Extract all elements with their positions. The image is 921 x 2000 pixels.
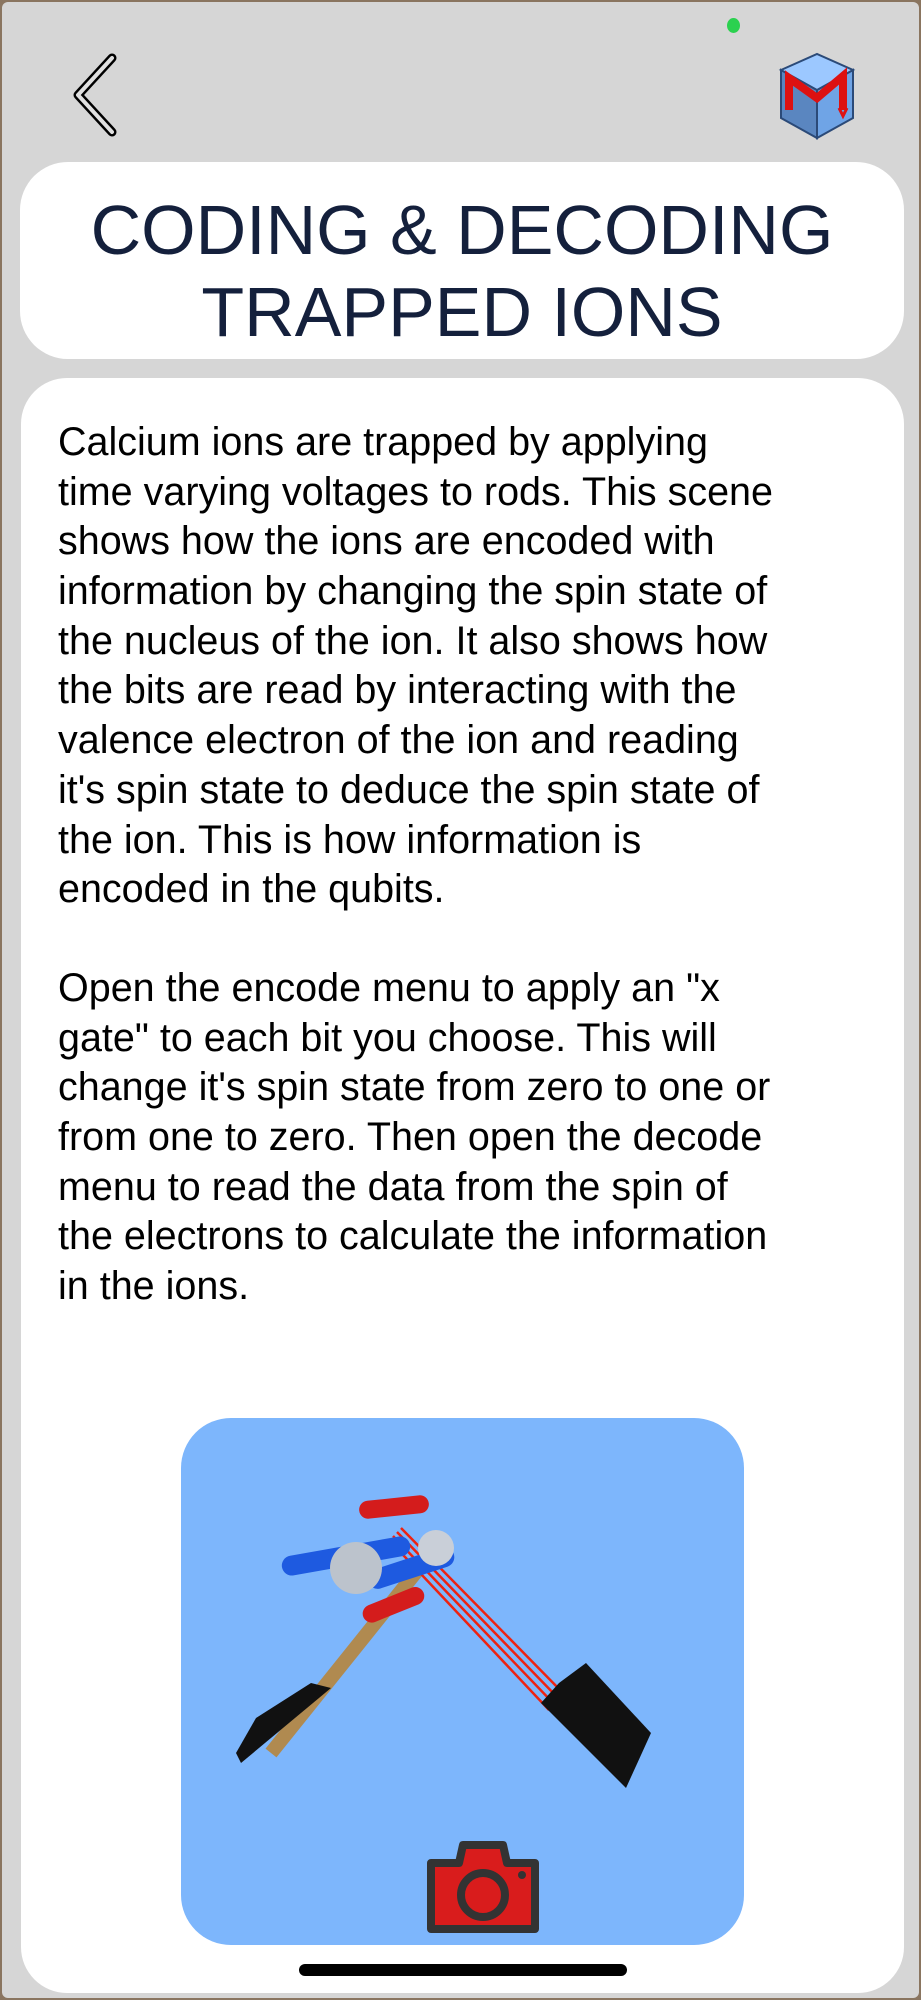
home-indicator[interactable] (299, 1964, 627, 1976)
back-button[interactable] (68, 52, 120, 138)
app-screen (2, 2, 919, 1998)
description-line: time varying voltages to rods. This scene (58, 469, 773, 514)
description-line: menu to read the data from the spin of (58, 1164, 728, 1209)
description-line: change it's spin state from zero to one or (58, 1065, 771, 1110)
description-line: in the ions. (58, 1264, 250, 1309)
status-indicator-dot (727, 18, 740, 33)
description-line: the ion. This is how information is (58, 817, 642, 862)
cube-m-logo-icon (777, 52, 857, 140)
description-line: Calcium ions are trapped by applying (58, 420, 708, 464)
description-line: valence electron of the ion and reading (58, 718, 739, 763)
content-card (21, 378, 904, 1993)
page-title-line-2: TRAPPED IONS (201, 273, 723, 351)
scene-preview[interactable] (181, 1418, 744, 1945)
description-line: gate" to each bit you choose. This will (58, 1015, 717, 1060)
description-paragraph-1 (58, 418, 773, 915)
page-title-line-1: CODING & DECODING (90, 191, 834, 269)
description-line: encoded in the qubits. (58, 867, 445, 912)
camera-button[interactable] (423, 1839, 543, 1935)
title-card (20, 162, 904, 359)
description-line: Open the encode menu to apply an "x (58, 966, 720, 1010)
description-line: the bits are read by interacting with the (58, 668, 737, 713)
description-line: information by changing the spin state of (58, 569, 768, 614)
description-paragraph-2 (58, 964, 770, 1312)
chevron-left-icon (68, 52, 120, 138)
description-line: the nucleus of the ion. It also shows how (58, 618, 768, 663)
description-line: from one to zero. Then open the decode (58, 1115, 763, 1160)
description-line: shows how the ions are encoded with (58, 519, 715, 564)
app-logo[interactable] (777, 52, 857, 140)
camera-icon (423, 1839, 543, 1935)
description-line: it's spin state to deduce the spin state of (58, 767, 760, 812)
description-line: the electrons to calculate the information (58, 1214, 768, 1259)
